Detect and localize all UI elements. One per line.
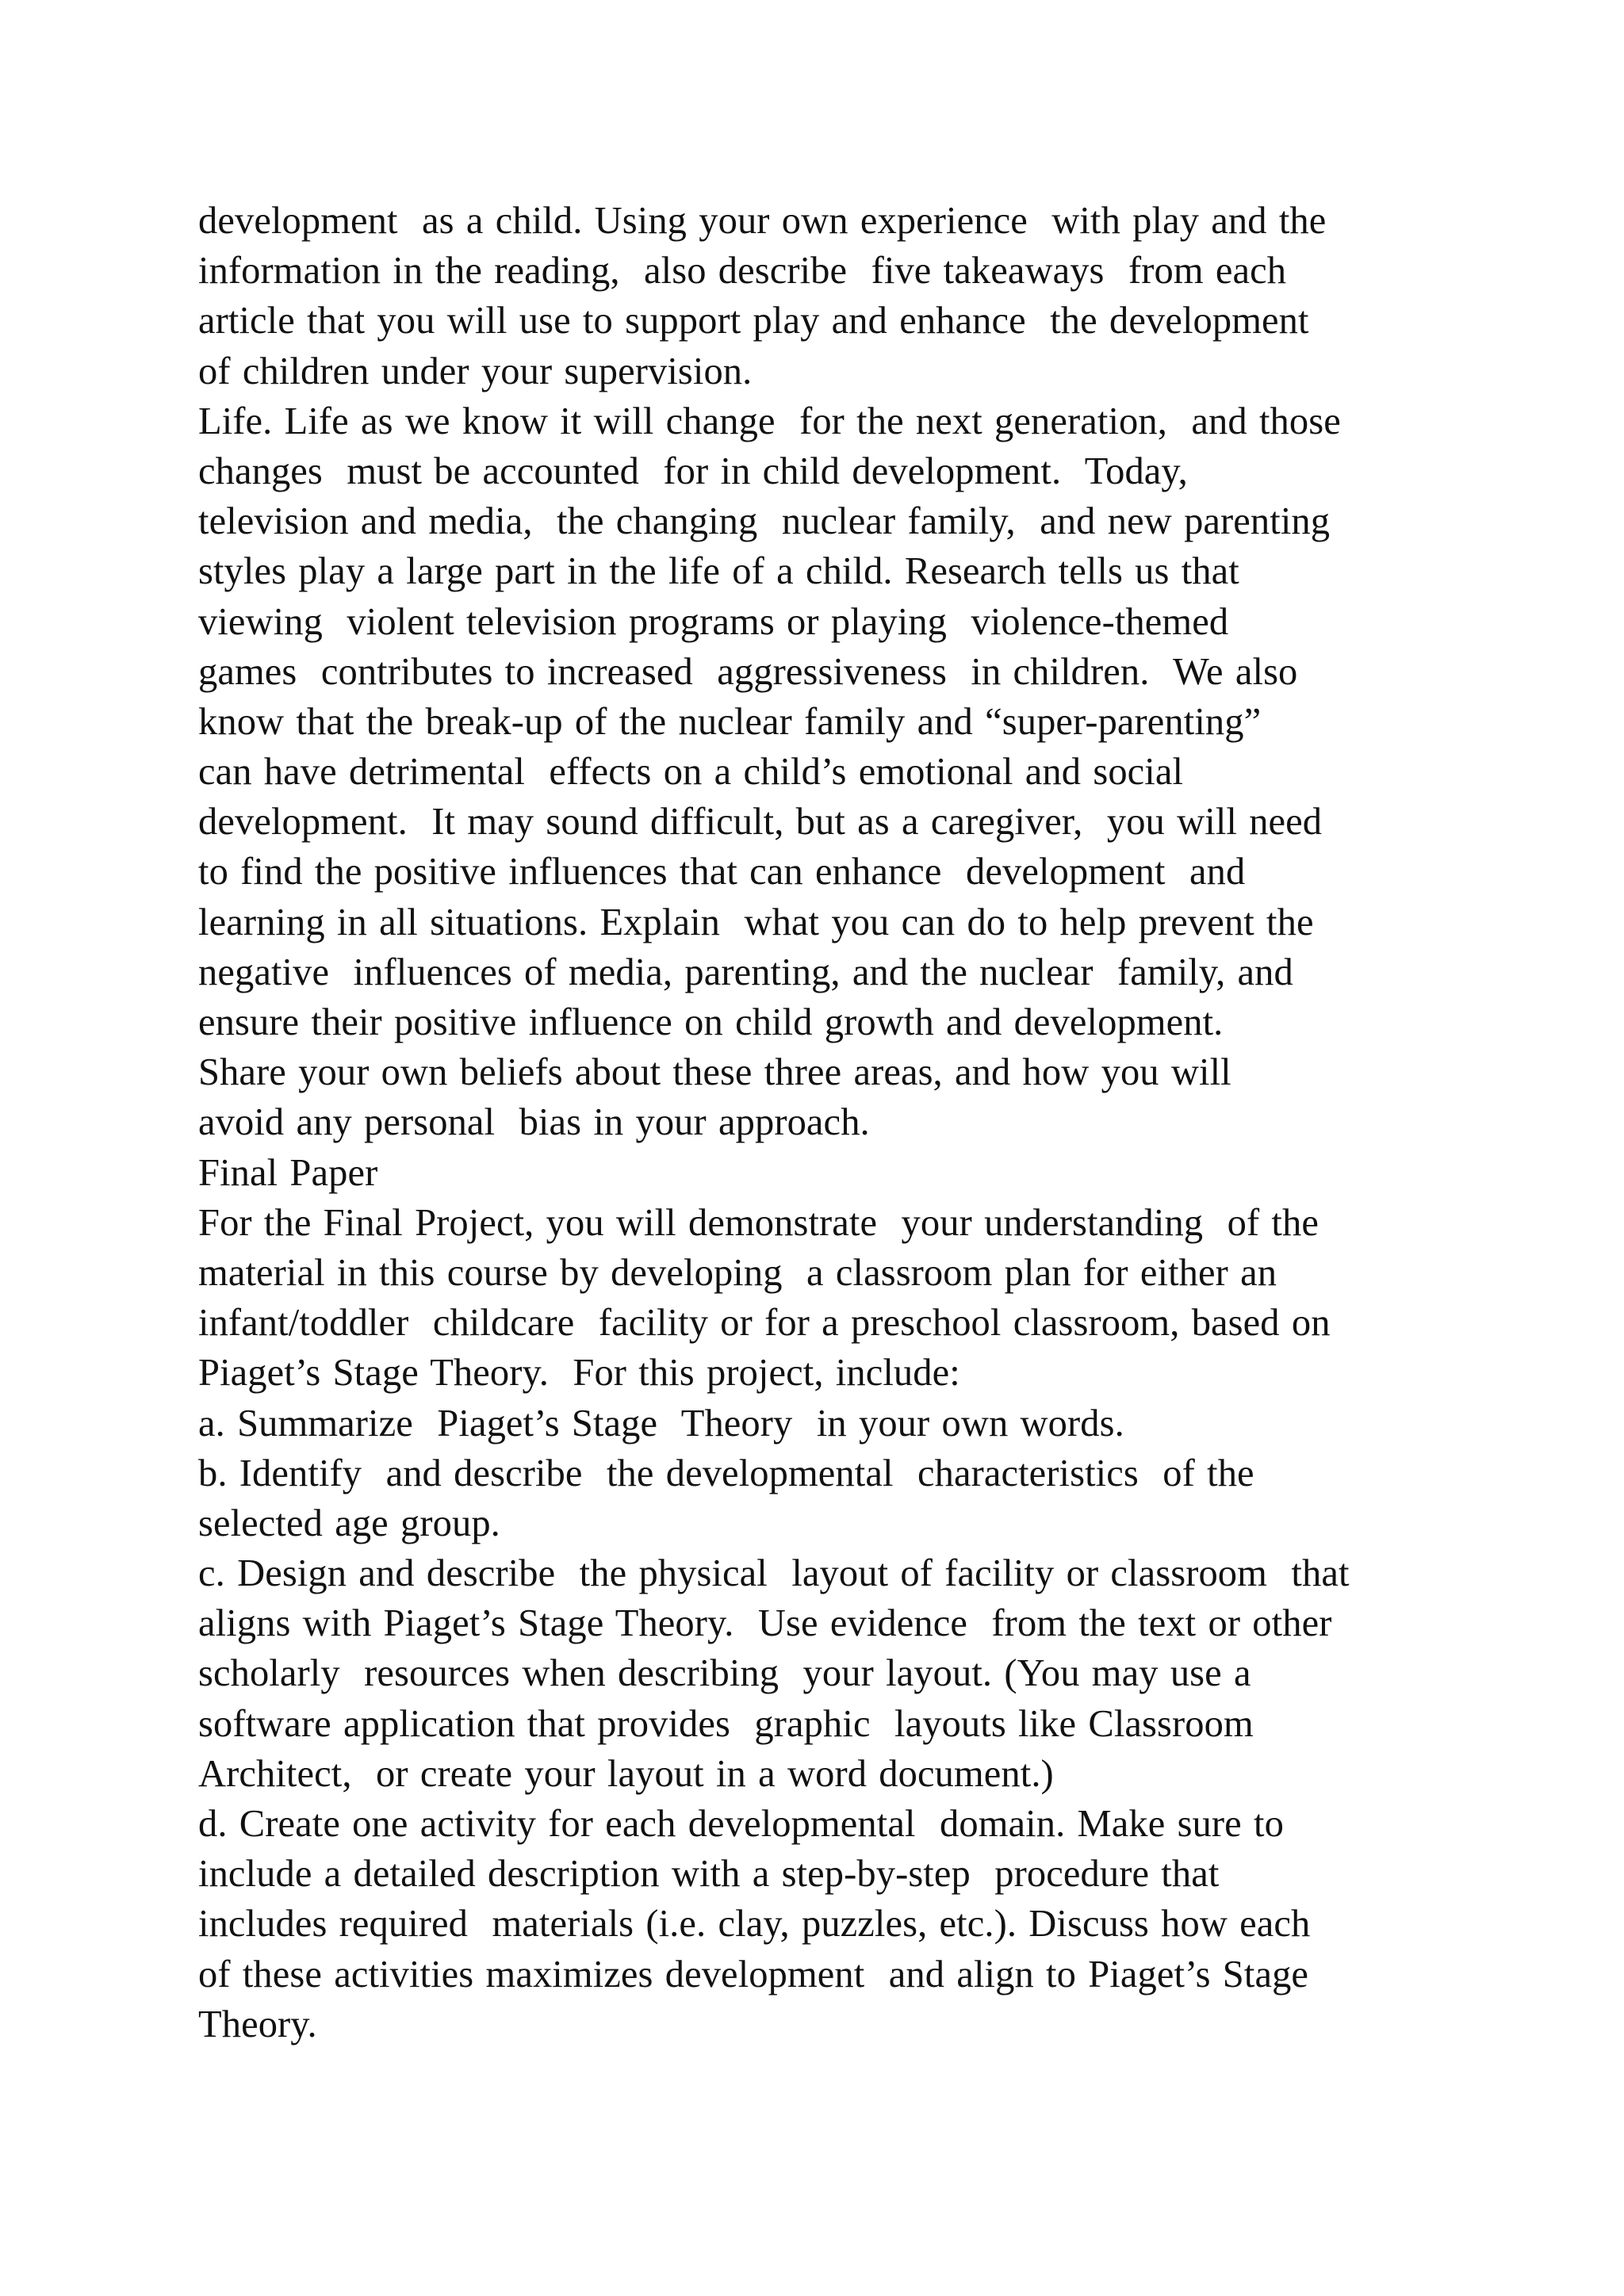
text-line: Architect, or create your layout in a word document.) <box>198 1752 1054 1795</box>
text-line: scholarly resources when describing your layout. (You may use a <box>198 1652 1251 1695</box>
text-line: development. It may sound difficult, but as a caregiver, you will need <box>198 801 1323 844</box>
text-line: development as a child. Using your own experience with play and the <box>198 200 1327 242</box>
text-line: material in this course by developing a classroom plan for either an <box>198 1251 1277 1294</box>
text-line: of children under your supervision. <box>198 350 753 392</box>
list-item-b: b. Identify and describe the developmental characteristics of the <box>198 1452 1254 1494</box>
text-line: information in the reading, also describe five takeaways from each <box>198 250 1287 293</box>
list-item-d: d. Create one activity for each developmental domain. Make sure to <box>198 1803 1284 1845</box>
text-line: to find the positive influences that can enhance development and <box>198 851 1246 894</box>
text-line: games contributes to increased aggressiveness in children. We also <box>198 650 1298 693</box>
list-item-c: c. Design and describe the physical layout of facility or classroom that <box>198 1552 1350 1595</box>
text-line: learning in all situations. Explain what you can do to help prevent the <box>198 901 1314 943</box>
body-text <box>198 196 1467 2049</box>
text-line: viewing violent television programs or playing violence-themed <box>198 600 1229 643</box>
text-line: Life. Life as we know it will change for the next generation, and those <box>198 400 1341 442</box>
text-line: of these activities maximizes development and align to Piaget’s Stage <box>198 1953 1309 1996</box>
text-line: television and media, the changing nuclear family, and new parenting <box>198 500 1331 543</box>
text-line: styles play a large part in the life of a child. Research tells us that <box>198 550 1239 593</box>
text-line: changes must be accounted for in child development. Today, <box>198 450 1188 492</box>
text-line: software application that provides graphic layouts like Classroom <box>198 1702 1254 1745</box>
text-line: can have detrimental effects on a child’s emotional and social <box>198 751 1184 794</box>
text-line: Share your own beliefs about these three areas, and how you will <box>198 1051 1231 1094</box>
section-heading: Final Paper <box>198 1151 378 1194</box>
text-line: Piaget’s Stage Theory. For this project, include: <box>198 1352 960 1395</box>
text-line: know that the break-up of the nuclear family and “super-parenting” <box>198 700 1262 743</box>
text-line: include a detailed description with a step-by-step procedure that <box>198 1853 1220 1896</box>
text-line: includes required materials (i.e. clay, puzzles, etc.). Discuss how each <box>198 1903 1311 1946</box>
text-line: aligns with Piaget’s Stage Theory. Use evidence from the text or other <box>198 1602 1332 1645</box>
text-line: negative influences of media, parenting, and the nuclear family, and <box>198 951 1293 993</box>
text-line: ensure their positive influence on child growth and development. <box>198 1001 1224 1043</box>
text-line: selected age group. <box>198 1502 500 1544</box>
text-line: For the Final Project, you will demonstrate your understanding of the <box>198 1201 1319 1244</box>
text-line: Theory. <box>198 2003 317 2045</box>
text-line: avoid any personal bias in your approach. <box>198 1101 870 1144</box>
text-line: infant/toddler childcare facility or for a preschool classroom, based on <box>198 1302 1331 1345</box>
text-line: article that you will use to support play and enhance the development <box>198 300 1309 342</box>
list-item-a: a. Summarize Piaget’s Stage Theory in your own words. <box>198 1402 1124 1445</box>
